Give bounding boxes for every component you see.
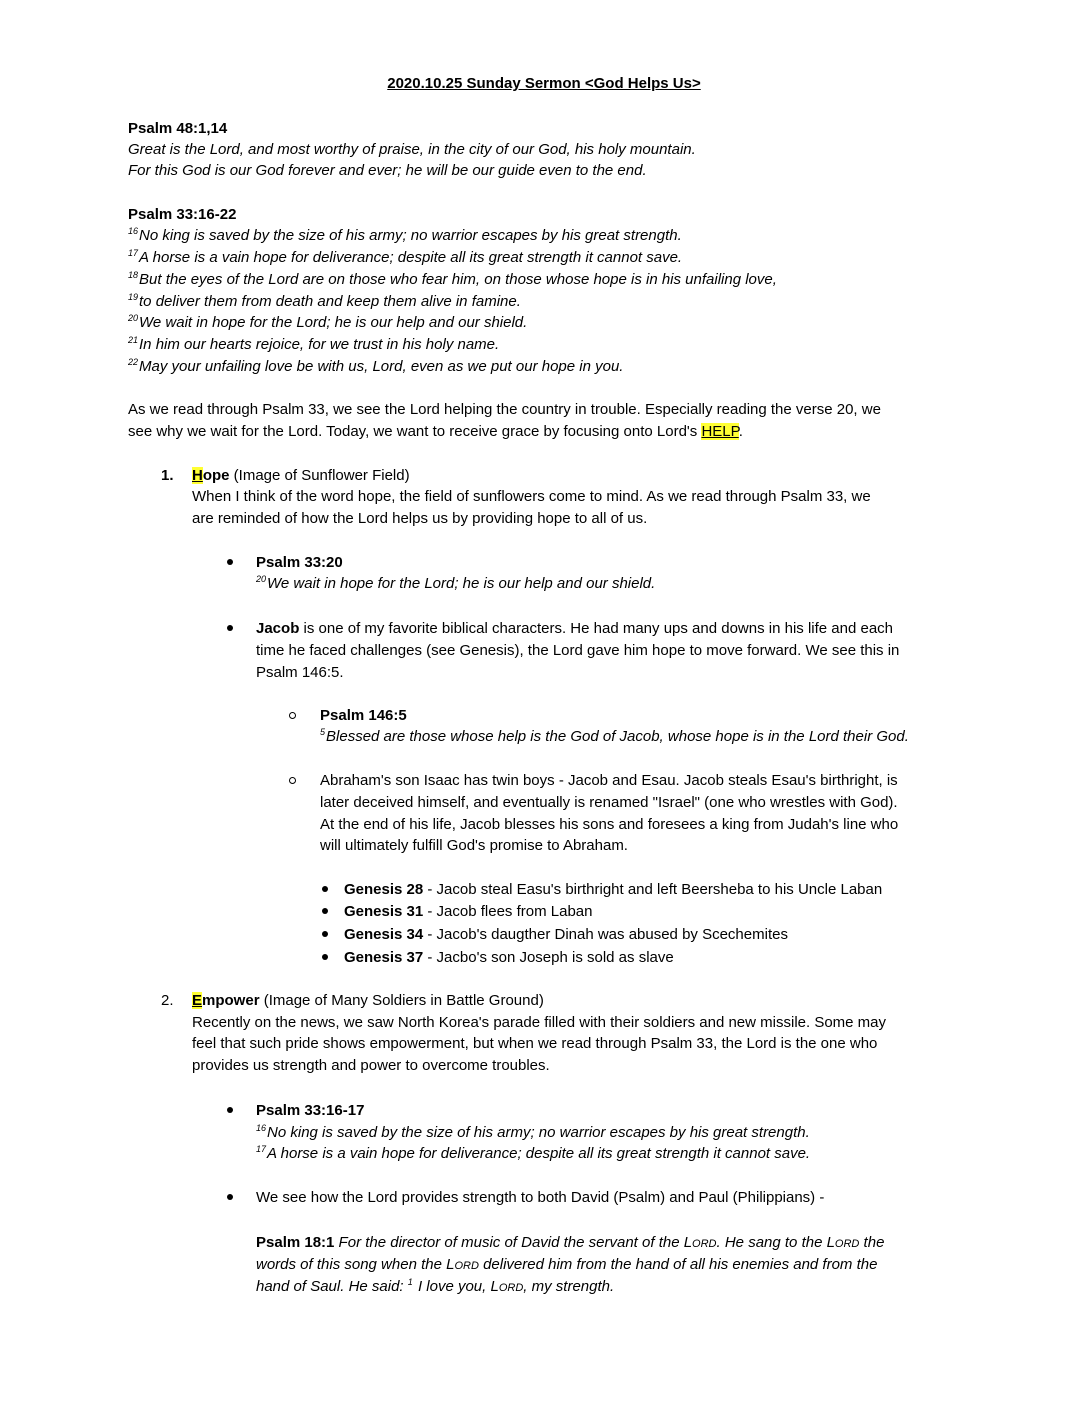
intro-paragraph: As we read through Psalm 33, we see the Lord helping the country in trouble. Especially reading the verse 20, we — [128, 401, 881, 418]
bullet-icon — [322, 886, 328, 892]
genesis-item: Genesis 31 - Jacob flees from Laban — [344, 903, 593, 920]
psalm18-text: words of this song when the Lord delivered him from the hand of all his enemies and from the — [256, 1256, 878, 1273]
genesis-item: Genesis 37 - Jacbo's son Joseph is sold as slave — [344, 949, 674, 966]
psalm33-verse: $^{22}$May your unfailing love be with us, Lord, even as we put our hope in you. — [128, 357, 624, 375]
psalm18-text: hand of Saul. He said: $^1$ I love you, Lord, my strength. — [256, 1277, 615, 1295]
circle-bullet-icon — [289, 712, 296, 719]
section1-heading: Hope (Image of Sunflower Field) — [192, 467, 410, 484]
genesis-item: Genesis 34 - Jacob's daugther Dinah was abused by Scechemites — [344, 926, 788, 943]
bullet-verse: $^{20}$We wait in hope for the Lord; he is our help and our shield. — [256, 574, 656, 592]
psalm33-verse: $^{17}$A horse is a vain hope for deliverance; despite all its great strength it cannot save. — [128, 248, 683, 266]
bullet-icon — [227, 625, 233, 631]
bullet-text: Psalm 146:5. — [256, 664, 344, 681]
section2-paragraph: Recently on the news, we saw North Korea's parade filled with their soldiers and new missile. Some may — [192, 1014, 887, 1031]
page-title: 2020.10.25 Sunday Sermon <God Helps Us> — [387, 75, 701, 92]
psalm33-verse: $^{19}$to deliver them from death and keep them alive in famine. — [128, 292, 521, 310]
bullet-icon — [227, 559, 233, 565]
sub-bullet-text: Abraham's son Isaac has twin boys - Jacob and Esau. Jacob steals Esau's birthright, is — [320, 772, 898, 789]
psalm18-text: Psalm 18:1 For the director of music of David the servant of the Lord. He sang to the Lord the — [256, 1234, 885, 1251]
bullet-icon — [227, 1107, 233, 1113]
bullet-ref: Psalm 33:20 — [256, 554, 343, 571]
genesis-item: Genesis 28 - Jacob steal Easu's birthright and left Beersheba to his Uncle Laban — [344, 881, 883, 898]
bullet-icon — [322, 908, 328, 914]
psalm48-line: For this God is our God forever and ever; he will be our guide even to the end. — [128, 162, 647, 179]
psalm33-verse: $^{21}$In him our hearts rejoice, for we trust in his holy name. — [128, 335, 500, 353]
bullet-ref: Psalm 33:16-17 — [256, 1102, 365, 1119]
sub-bullet-text: will ultimately fulfill God's promise to Abraham. — [320, 837, 628, 854]
psalm48-line: Great is the Lord, and most worthy of praise, in the city of our God, his holy mountain. — [128, 141, 696, 158]
section-number: 2. — [161, 992, 174, 1009]
sub-bullet-verse: $^5$Blessed are those whose help is the God of Jacob, whose hope is in the Lord their God. — [320, 727, 909, 745]
sub-bullet-text: later deceived himself, and eventually is renamed "Israel" (one who wrestles with God). — [320, 794, 898, 811]
psalm48-ref: Psalm 48:1,14 — [128, 120, 228, 137]
bullet-verse: $^{17}$A horse is a vain hope for deliverance; despite all its great strength it cannot save. — [256, 1144, 811, 1162]
section2-paragraph: feel that such pride shows empowerment, but when we read through Psalm 33, the Lord is the one who — [192, 1035, 878, 1052]
bullet-text: time he faced challenges (see Genesis), the Lord gave him hope to move forward. We see this in — [256, 642, 900, 659]
psalm33-ref: Psalm 33:16-22 — [128, 206, 237, 223]
sub-bullet-ref: Psalm 146:5 — [320, 707, 407, 724]
sub-bullet-text: At the end of his life, Jacob blesses his sons and foresees a king from Judah's line who — [320, 816, 899, 833]
circle-bullet-icon — [289, 777, 296, 784]
bullet-icon — [322, 954, 328, 960]
section1-paragraph: When I think of the word hope, the field of sunflowers come to mind. As we read through Psalm 33, we — [192, 488, 871, 505]
bullet-icon — [227, 1194, 233, 1200]
section2-paragraph: provides us strength and power to overcome troubles. — [192, 1057, 550, 1074]
psalm33-verse: $^{20}$We wait in hope for the Lord; he is our help and our shield. — [128, 313, 528, 331]
psalm33-verse: $^{16}$No king is saved by the size of his army; no warrior escapes by his great strength. — [128, 226, 682, 244]
bullet-icon — [322, 931, 328, 937]
bullet-verse: $^{16}$No king is saved by the size of his army; no warrior escapes by his great strength. — [256, 1123, 810, 1141]
section-number: 1. — [161, 467, 174, 484]
bullet-text: Jacob is one of my favorite biblical characters. He had many ups and downs in his life and each — [256, 620, 894, 637]
intro-paragraph: see why we wait for the Lord. Today, we want to receive grace by focusing onto Lord's HELP. — [128, 423, 743, 440]
bullet-text: We see how the Lord provides strength to both David (Psalm) and Paul (Philippians) - — [256, 1189, 825, 1206]
psalm33-verse: $^{18}$But the eyes of the Lord are on those who fear him, on those whose hope is in his unfailing love, — [128, 270, 777, 288]
section2-heading: Empower (Image of Many Soldiers in Battle Ground) — [192, 992, 544, 1009]
help-highlight: HELP — [701, 423, 739, 440]
section1-paragraph: are reminded of how the Lord helps us by providing hope to all of us. — [192, 510, 648, 527]
